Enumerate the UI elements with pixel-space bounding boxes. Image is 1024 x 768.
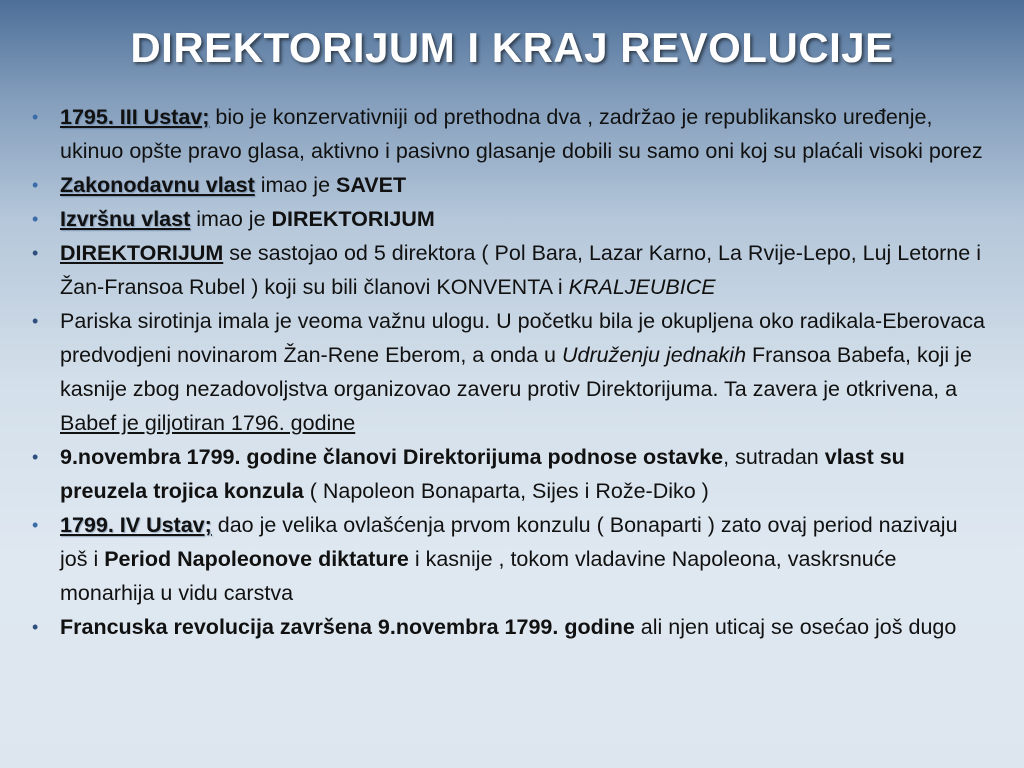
bullet-text: , sutradan xyxy=(723,445,825,469)
slide-title: DIREKTORIJUM I KRAJ REVOLUCIJE xyxy=(130,24,894,71)
bullet-text: i kasnije , tokom vladavine Napoleona, vaskrsnuće monarhija u vidu carstva xyxy=(60,547,897,605)
bullet-heading: Izvršnu vlast xyxy=(60,207,191,231)
bullet-bold: SAVET xyxy=(336,173,407,197)
list-item xyxy=(26,610,986,644)
bullet-icon: • xyxy=(32,447,39,467)
bullet-bold: Francuska revolucija završena 9.novembra 1799. godine xyxy=(60,615,635,639)
bullet-text: Fransoa Babefa, koji je kasnije zbog nezadovoljstva organizovao zaveru protiv Direktorijuma. Ta zavera je otkrivena, a xyxy=(60,343,972,401)
bullet-heading: DIREKTORIJUM xyxy=(60,241,224,265)
bullet-icon: • xyxy=(32,617,39,637)
bullet-underlined: Babef je giljotiran 1796. godine xyxy=(60,411,356,435)
bullet-text: imao je xyxy=(254,173,337,197)
list-item xyxy=(26,440,986,508)
bullet-text: imao je xyxy=(190,207,272,231)
list-item xyxy=(26,304,986,440)
bullet-icon: • xyxy=(32,107,39,127)
list-item xyxy=(26,202,986,236)
bullet-text: bio je konzervativniji od prethodna dva , zadržao je republikansko uređenje, ukinuo opšte pravo glasa, aktivno i pasivno glasanje dobili su samo oni koj su plaćali visoki porez xyxy=(60,105,983,163)
list-item xyxy=(26,508,986,610)
bullet-bold: 9.novembra 1799. godine članovi Direktorijuma podnose ostavke xyxy=(60,445,724,469)
bullet-italic: Udruženju jednakih xyxy=(561,343,747,367)
bullet-heading: 1799. IV Ustav; xyxy=(60,513,212,537)
bullet-text: dao je velika ovlašćenja prvom konzulu ( Bonaparti ) zato ovaj period nazivaju još i xyxy=(60,513,958,571)
bullet-text: se sastojao od 5 direktora ( Pol Bara, Lazar Karno, La Rvije-Lepo, Luj Letorne i Žan-Fransoa Rubel ) koji su bili članovi KONVENTA i xyxy=(60,241,981,299)
list-item xyxy=(26,168,986,202)
bullet-icon: • xyxy=(32,515,39,535)
list-item xyxy=(26,100,986,168)
bullet-icon: • xyxy=(32,311,39,331)
list-item xyxy=(26,236,986,304)
bullet-bold: DIREKTORIJUM xyxy=(271,207,435,231)
bullet-heading: Zakonodavnu vlast xyxy=(60,173,255,197)
bullet-list xyxy=(26,100,986,644)
bullet-text: ( Napoleon Bonaparta, Sijes i Rože-Diko ) xyxy=(303,479,709,503)
bullet-icon: • xyxy=(32,175,39,195)
bullet-italic: KRALJEUBICE xyxy=(568,275,716,299)
bullet-bold: vlast su preuzela trojica konzula xyxy=(60,445,905,503)
bullet-icon: • xyxy=(32,209,39,229)
bullet-bold: Period Napoleonove diktature xyxy=(104,547,409,571)
bullet-text: ali njen uticaj se osećao još dugo xyxy=(634,615,957,639)
bullet-icon: • xyxy=(32,243,39,263)
bullet-text: Pariska sirotinja imala je veoma važnu ulogu. U početku bila je okupljena oko radikala-Eberovaca predvodjeni novinarom Žan-Rene Eberom, a onda u xyxy=(60,309,986,367)
bullet-heading: 1795. III Ustav; xyxy=(60,105,210,129)
